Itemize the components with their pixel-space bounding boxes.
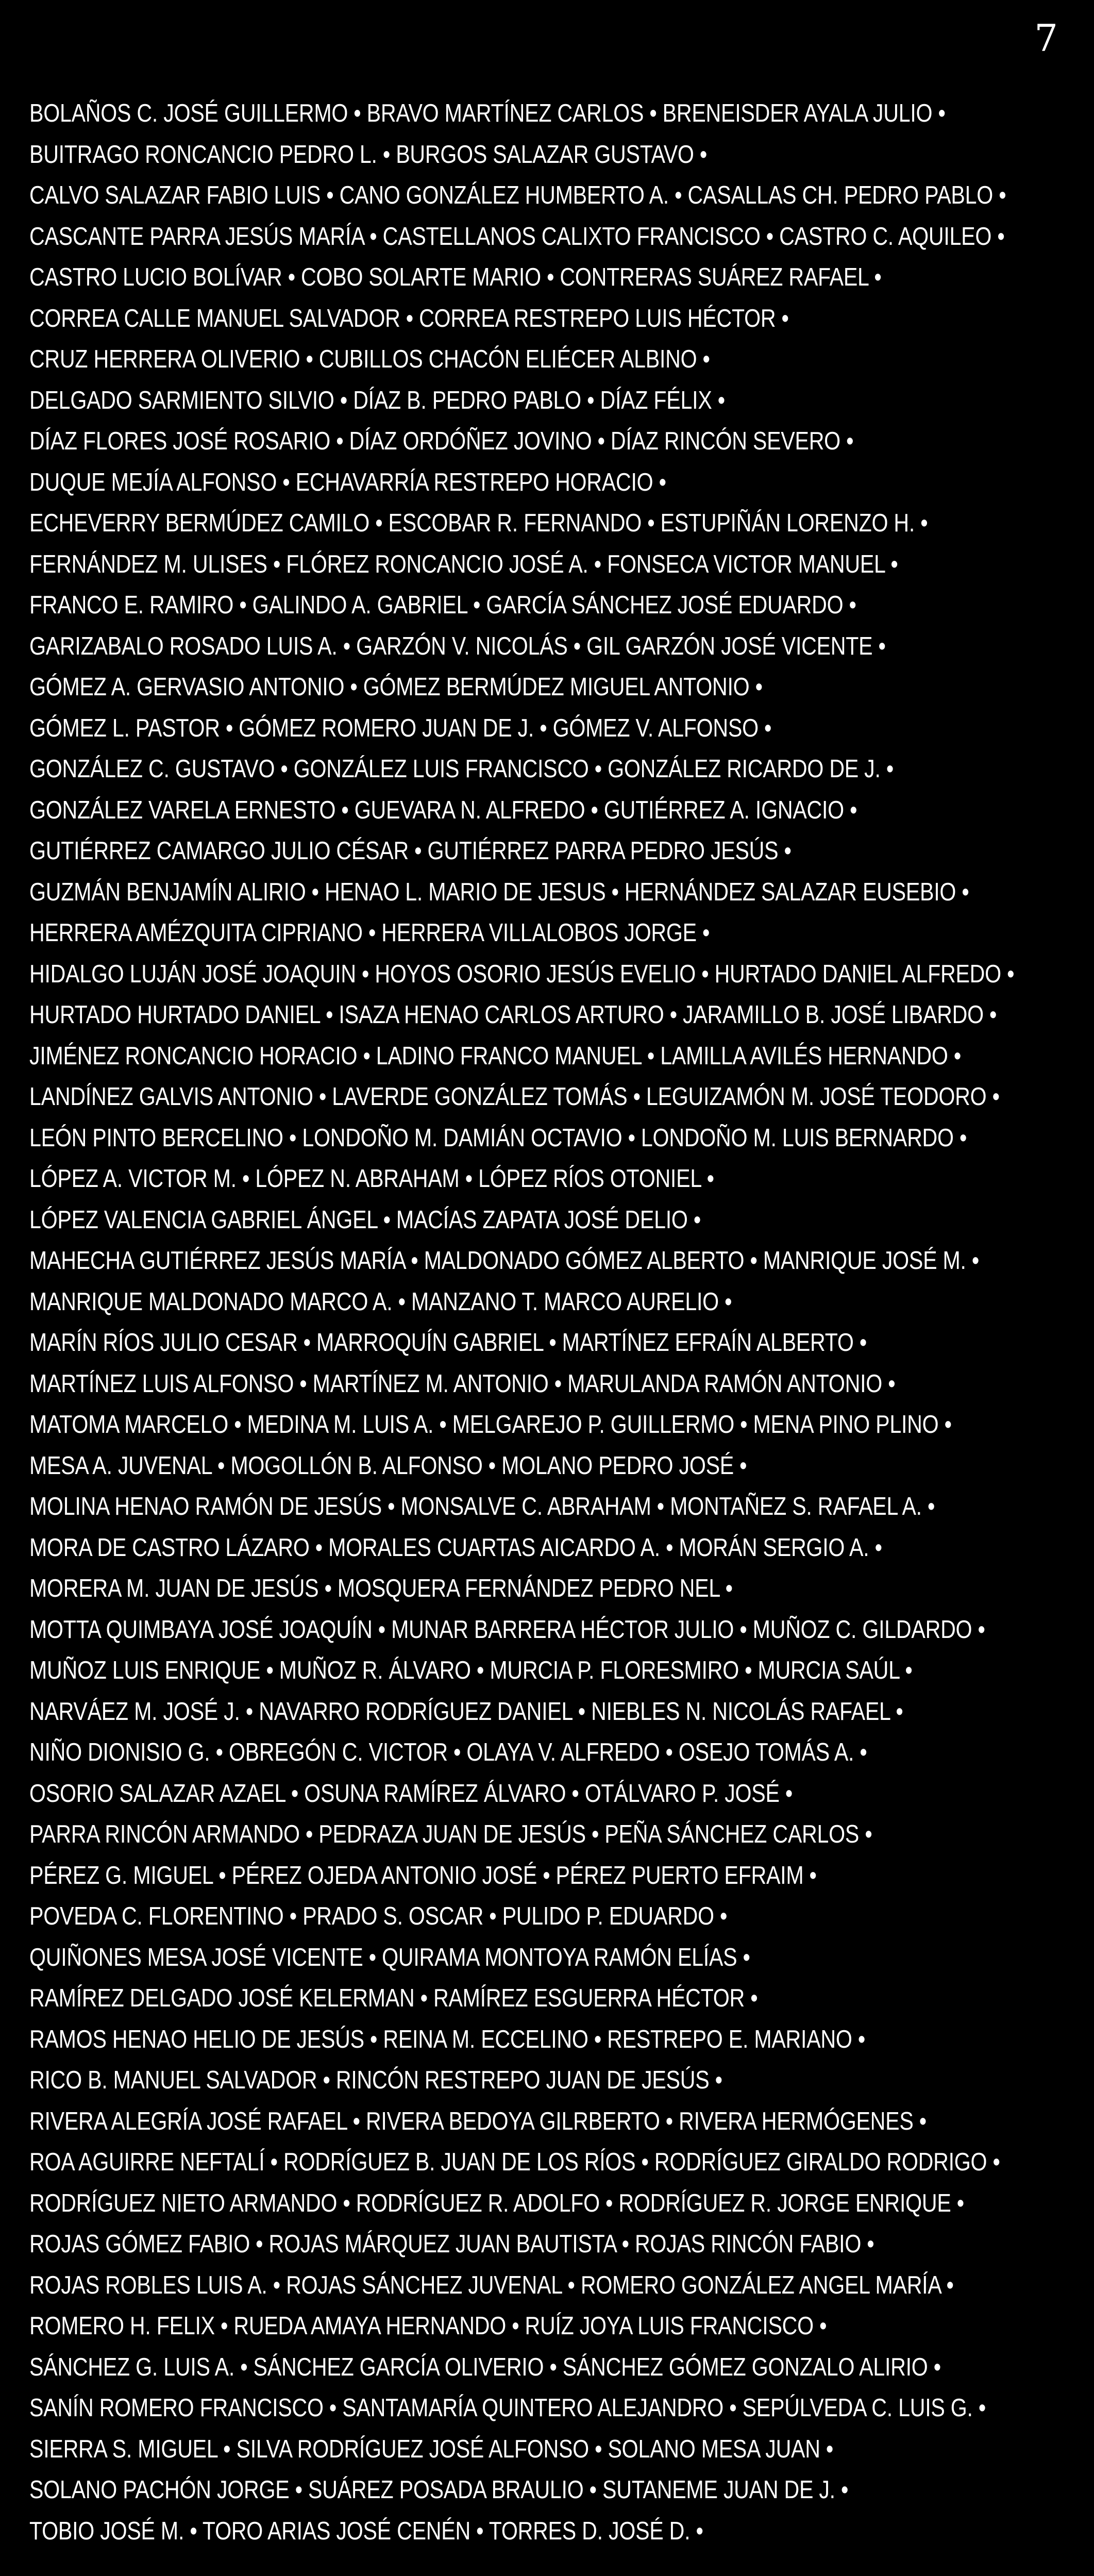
name-line: TOBIO JOSÉ M. • TORO ARIAS JOSÉ CENÉN • TORRES D. JOSÉ D. • [29, 2517, 703, 2545]
name-line: CASTRO LUCIO BOLÍVAR • COBO SOLARTE MARIO • CONTRERAS SUÁREZ RAFAEL • [29, 263, 882, 291]
name-line: HIDALGO LUJÁN JOSÉ JOAQUIN • HOYOS OSORIO JESÚS EVELIO • HURTADO DANIEL ALFREDO • [29, 960, 1015, 988]
name-line: MORA DE CASTRO LÁZARO • MORALES CUARTAS AICARDO A. • MORÁN SERGIO A. • [29, 1533, 882, 1562]
name-line: CRUZ HERRERA OLIVERIO • CUBILLOS CHACÓN ELIÉCER ALBINO • [29, 345, 710, 373]
name-line: RAMOS HENAO HELIO DE JESÚS • REINA M. ECCELINO • RESTREPO E. MARIANO • [29, 2025, 866, 2053]
page-number: 7 [1034, 16, 1058, 60]
names-list [29, 93, 1073, 2552]
name-line: HURTADO HURTADO DANIEL • ISAZA HENAO CARLOS ARTURO • JARAMILLO B. JOSÉ LIBARDO • [29, 1001, 997, 1029]
name-line: POVEDA C. FLORENTINO • PRADO S. OSCAR • PULIDO P. EDUARDO • [29, 1902, 728, 1930]
name-line: SIERRA S. MIGUEL • SILVA RODRÍGUEZ JOSÉ ALFONSO • SOLANO MESA JUAN • [29, 2435, 834, 2463]
name-line: SÁNCHEZ G. LUIS A. • SÁNCHEZ GARCÍA OLIVERIO • SÁNCHEZ GÓMEZ GONZALO ALIRIO • [29, 2353, 941, 2381]
name-line: NARVÁEZ M. JOSÉ J. • NAVARRO RODRÍGUEZ DANIEL • NIEBLES N. NICOLÁS RAFAEL • [29, 1697, 903, 1726]
name-line: MARTÍNEZ LUIS ALFONSO • MARTÍNEZ M. ANTONIO • MARULANDA RAMÓN ANTONIO • [29, 1369, 896, 1398]
name-line: MESA A. JUVENAL • MOGOLLÓN B. ALFONSO • MOLANO PEDRO JOSÉ • [29, 1451, 747, 1480]
name-line: BOLAÑOS C. JOSÉ GUILLERMO • BRAVO MARTÍNEZ CARLOS • BRENEISDER AYALA JULIO • [29, 99, 946, 127]
name-line: JIMÉNEZ RONCANCIO HORACIO • LADINO FRANCO MANUEL • LAMILLA AVILÉS HERNANDO • [29, 1042, 962, 1070]
name-line: MARÍN RÍOS JULIO CESAR • MARROQUÍN GABRIEL • MARTÍNEZ EFRAÍN ALBERTO • [29, 1329, 867, 1357]
name-line: GÓMEZ A. GERVASIO ANTONIO • GÓMEZ BERMÚDEZ MIGUEL ANTONIO • [29, 673, 763, 701]
name-line: GONZÁLEZ VARELA ERNESTO • GUEVARA N. ALFREDO • GUTIÉRREZ A. IGNACIO • [29, 796, 857, 824]
name-line: LÓPEZ VALENCIA GABRIEL ÁNGEL • MACÍAS ZAPATA JOSÉ DELIO • [29, 1206, 701, 1234]
name-line: MUÑOZ LUIS ENRIQUE • MUÑOZ R. ÁLVARO • MURCIA P. FLORESMIRO • MURCIA SAÚL • [29, 1657, 913, 1684]
name-line: MAHECHA GUTIÉRREZ JESÚS MARÍA • MALDONADO GÓMEZ ALBERTO • MANRIQUE JOSÉ M. • [29, 1247, 980, 1275]
name-line: LEÓN PINTO BERCELINO • LONDOÑO M. DAMIÁN OCTAVIO • LONDOÑO M. LUIS BERNARDO • [29, 1124, 967, 1152]
name-line: DUQUE MEJÍA ALFONSO • ECHAVARRÍA RESTREPO HORACIO • [29, 468, 666, 496]
name-line: OSORIO SALAZAR AZAEL • OSUNA RAMÍREZ ÁLVARO • OTÁLVARO P. JOSÉ • [29, 1779, 793, 1808]
name-line: GARIZABALO ROSADO LUIS A. • GARZÓN V. NICOLÁS • GIL GARZÓN JOSÉ VICENTE • [29, 632, 886, 660]
name-line: PÉREZ G. MIGUEL • PÉREZ OJEDA ANTONIO JOSÉ • PÉREZ PUERTO EFRAIM • [29, 1861, 817, 1889]
name-line: LANDÍNEZ GALVIS ANTONIO • LAVERDE GONZÁLEZ TOMÁS • LEGUIZAMÓN M. JOSÉ TEODORO • [29, 1083, 1000, 1111]
name-line: MOLINA HENAO RAMÓN DE JESÚS • MONSALVE C. ABRAHAM • MONTAÑEZ S. RAFAEL A. • [29, 1493, 935, 1520]
name-line: PARRA RINCÓN ARMANDO • PEDRAZA JUAN DE JESÚS • PEÑA SÁNCHEZ CARLOS • [29, 1820, 872, 1848]
name-line: RIVERA ALEGRÍA JOSÉ RAFAEL • RIVERA BEDOYA GILRBERTO • RIVERA HERMÓGENES • [29, 2107, 927, 2135]
name-line: LÓPEZ A. VICTOR M. • LÓPEZ N. ABRAHAM • LÓPEZ RÍOS OTONIEL • [29, 1165, 714, 1193]
name-line: GONZÁLEZ C. GUSTAVO • GONZÁLEZ LUIS FRANCISCO • GONZÁLEZ RICARDO DE J. • [29, 755, 894, 783]
name-line: FERNÁNDEZ M. ULISES • FLÓREZ RONCANCIO JOSÉ A. • FONSECA VICTOR MANUEL • [29, 550, 898, 578]
name-line: NIÑO DIONISIO G. • OBREGÓN C. VICTOR • OLAYA V. ALFREDO • OSEJO TOMÁS A. • [29, 1738, 867, 1766]
name-line: ROJAS GÓMEZ FABIO • ROJAS MÁRQUEZ JUAN BAUTISTA • ROJAS RINCÓN FABIO • [29, 2230, 874, 2258]
name-line: SANÍN ROMERO FRANCISCO • SANTAMARÍA QUINTERO ALEJANDRO • SEPÚLVEDA C. LUIS G. • [29, 2394, 986, 2422]
name-line: QUIÑONES MESA JOSÉ VICENTE • QUIRAMA MONTOYA RAMÓN ELÍAS • [29, 1943, 750, 1971]
name-line: ROMERO H. FELIX • RUEDA AMAYA HERNANDO • RUÍZ JOYA LUIS FRANCISCO • [29, 2312, 827, 2340]
name-line: ECHEVERRY BERMÚDEZ CAMILO • ESCOBAR R. FERNANDO • ESTUPIÑÁN LORENZO H. • [29, 509, 928, 537]
name-line: GÓMEZ L. PASTOR • GÓMEZ ROMERO JUAN DE J. • GÓMEZ V. ALFONSO • [29, 714, 772, 742]
name-line: MORERA M. JUAN DE JESÚS • MOSQUERA FERNÁNDEZ PEDRO NEL • [29, 1575, 733, 1602]
name-line: CALVO SALAZAR FABIO LUIS • CANO GONZÁLEZ HUMBERTO A. • CASALLAS CH. PEDRO PABLO • [29, 181, 1006, 209]
name-line: DÍAZ FLORES JOSÉ ROSARIO • DÍAZ ORDÓÑEZ JOVINO • DÍAZ RINCÓN SEVERO • [29, 427, 854, 455]
name-line: SOLANO PACHÓN JORGE • SUÁREZ POSADA BRAULIO • SUTANEME JUAN DE J. • [29, 2476, 849, 2504]
name-line: RAMÍREZ DELGADO JOSÉ KELERMAN • RAMÍREZ ESGUERRA HÉCTOR • [29, 1984, 758, 2012]
name-line: MOTTA QUIMBAYA JOSÉ JOAQUÍN • MUNAR BARRERA HÉCTOR JULIO • MUÑOZ C. GILDARDO • [29, 1615, 985, 1644]
name-line: RICO B. MANUEL SALVADOR • RINCÓN RESTREPO JUAN DE JESÚS • [29, 2066, 722, 2094]
name-line: CORREA CALLE MANUEL SALVADOR • CORREA RESTREPO LUIS HÉCTOR • [29, 304, 789, 332]
name-line: CASCANTE PARRA JESÚS MARÍA • CASTELLANOS CALIXTO FRANCISCO • CASTRO C. AQUILEO • [29, 222, 1005, 250]
name-line: MANRIQUE MALDONADO MARCO A. • MANZANO T. MARCO AURELIO • [29, 1287, 732, 1316]
name-line: MATOMA MARCELO • MEDINA M. LUIS A. • MELGAREJO P. GUILLERMO • MENA PINO PLINO • [29, 1411, 952, 1438]
name-line: HERRERA AMÉZQUITA CIPRIANO • HERRERA VILLALOBOS JORGE • [29, 919, 710, 947]
name-line: ROJAS ROBLES LUIS A. • ROJAS SÁNCHEZ JUVENAL • ROMERO GONZÁLEZ ANGEL MARÍA • [29, 2271, 954, 2299]
name-line: RODRÍGUEZ NIETO ARMANDO • RODRÍGUEZ R. ADOLFO • RODRÍGUEZ R. JORGE ENRIQUE • [29, 2189, 964, 2217]
name-line: GUTIÉRREZ CAMARGO JULIO CÉSAR • GUTIÉRREZ PARRA PEDRO JESÚS • [29, 837, 792, 865]
name-line: DELGADO SARMIENTO SILVIO • DÍAZ B. PEDRO PABLO • DÍAZ FÉLIX • [29, 386, 725, 414]
name-line: ROA AGUIRRE NEFTALÍ • RODRÍGUEZ B. JUAN DE LOS RÍOS • RODRÍGUEZ GIRALDO RODRIGO • [29, 2148, 1000, 2176]
name-line: GUZMÁN BENJAMÍN ALIRIO • HENAO L. MARIO DE JESUS • HERNÁNDEZ SALAZAR EUSEBIO • [29, 878, 969, 906]
name-line: BUITRAGO RONCANCIO PEDRO L. • BURGOS SALAZAR GUSTAVO • [29, 140, 708, 169]
name-line: FRANCO E. RAMIRO • GALINDO A. GABRIEL • GARCÍA SÁNCHEZ JOSÉ EDUARDO • [29, 591, 856, 619]
